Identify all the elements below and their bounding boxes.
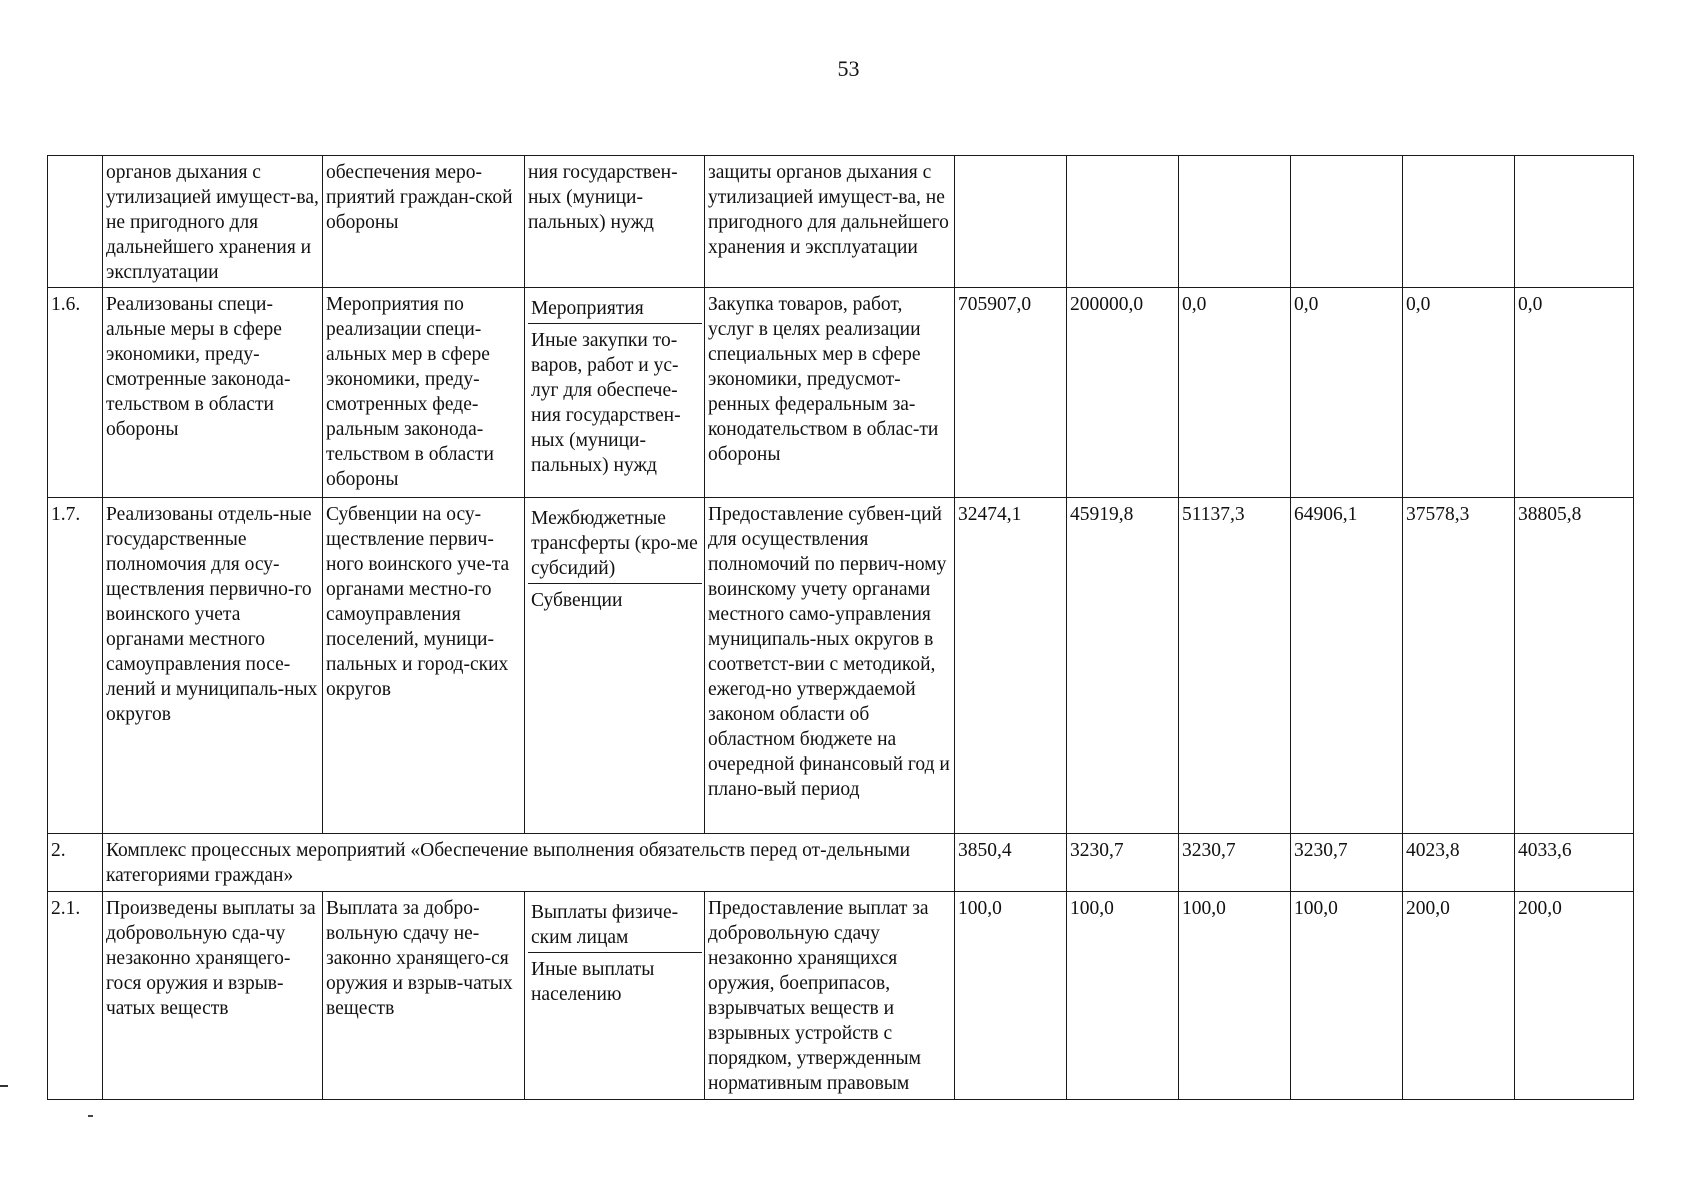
value-cell: 0,0 [1291,288,1403,498]
result-cell: Произведены выплаты за добровольную сда-чу незаконно хранящего-гося оружия и взрыв-чатых веществ [103,892,323,1100]
value-cell: 3850,4 [955,834,1067,892]
description-cell: Предоставление выплат за добровольную сдачу незаконно хранящихся оружия, боеприпасов, взрывчатых веществ и взрывных устройств с порядком, утвержденным нормативным правовым [705,892,955,1100]
value-cell: 37578,3 [1403,498,1515,834]
row-number [48,156,103,288]
value-cell: 3230,7 [1179,834,1291,892]
value-cell [1291,156,1403,288]
value-cell: 0,0 [1515,288,1634,498]
event-cell: обеспечения меро-приятий граждан-ской обороны [323,156,525,288]
value-cell: 3230,7 [1067,834,1179,892]
table-row [48,498,1634,834]
value-cell: 200000,0 [1067,288,1179,498]
value-cell [955,156,1067,288]
expense-type-cell [525,892,705,1100]
row-number: 2. [48,834,103,892]
expense-type-cell [525,498,705,834]
value-cell: 4023,8 [1403,834,1515,892]
expense-type-sub: Субвенции [531,590,623,611]
value-cell [1515,156,1634,288]
description-cell: Закупка товаров, работ, услуг в целях реализации специальных мер в сфере экономики, предусмот-ренных федеральным за-конодательством в облас-ти обороны [705,288,955,498]
value-cell: 100,0 [1291,892,1403,1100]
value-cell: 64906,1 [1291,498,1403,834]
expense-type-sub: Иные выплаты населению [531,959,655,1005]
expense-type-main: Межбюджетные трансферты (кро-ме субсидий) [528,502,702,584]
section-title: Комплекс процессных мероприятий «Обеспечение выполнения обязательств перед от-дельными категориями граждан» [103,834,955,892]
expense-type-main: Мероприятия [528,292,702,324]
value-cell: 200,0 [1403,892,1515,1100]
event-cell: Субвенции на осу-ществление первич-ного воинского уче-та органами местно-го самоуправления поселений, муници-пальных и город-ских округов [323,498,525,834]
budget-table [47,155,1634,1100]
expense-type-sub: Иные закупки то-варов, работ и ус-луг для обеспече-ния государствен-ных (муници-пальных) нужд [531,330,681,476]
result-cell: Реализованы специ-альные меры в сфере экономики, преду-смотренные законода-тельством в области обороны [103,288,323,498]
expense-type-cell: ния государствен-ных (муници-пальных) нужд [525,156,705,288]
value-cell: 100,0 [955,892,1067,1100]
value-cell [1067,156,1179,288]
table-row [48,156,1634,288]
value-cell: 38805,8 [1515,498,1634,834]
table-row [48,288,1634,498]
description-cell: защиты органов дыхания с утилизацией имущест-ва, не пригодного для дальнейшего хранения и эксплуатации [705,156,955,288]
value-cell [1403,156,1515,288]
event-cell: Выплата за добро-вольную сдачу не-законно хранящего-ся оружия и взрыв-чатых веществ [323,892,525,1100]
scan-mark [0,1085,8,1087]
row-number: 1.7. [48,498,103,834]
expense-type-cell [525,288,705,498]
value-cell: 32474,1 [955,498,1067,834]
value-cell: 100,0 [1179,892,1291,1100]
table-row [48,834,1634,892]
table-row [48,892,1634,1100]
value-cell: 4033,6 [1515,834,1634,892]
value-cell: 200,0 [1515,892,1634,1100]
description-cell: Предоставление субвен-ций для осуществления полномочий по первич-ному воинскому учету органами местного само-управления муниципаль-ных округов в соответст-вии с методикой, ежегод-но утверждаемой законом области об областном бюджете на очередной финансовый год и плано-вый период [705,498,955,834]
value-cell: 51137,3 [1179,498,1291,834]
value-cell: 0,0 [1179,288,1291,498]
page-number: 53 [837,56,860,81]
scan-mark [88,1115,93,1117]
value-cell [1179,156,1291,288]
value-cell: 0,0 [1403,288,1515,498]
result-cell: органов дыхания с утилизацией имущест-ва, не пригодного для дальнейшего хранения и эксплуатации [103,156,323,288]
value-cell: 705907,0 [955,288,1067,498]
value-cell: 45919,8 [1067,498,1179,834]
expense-type-main: Выплаты физиче-ским лицам [528,896,702,953]
value-cell: 100,0 [1067,892,1179,1100]
result-cell: Реализованы отдель-ные государственные полномочия для осу-ществления первично-го воинского учета органами местного самоуправления посе-лений и муниципаль-ных округов [103,498,323,834]
row-number: 1.6. [48,288,103,498]
value-cell: 3230,7 [1291,834,1403,892]
event-cell: Мероприятия по реализации специ-альных мер в сфере экономики, преду-смотренных феде-ральным законода-тельством в области обороны [323,288,525,498]
row-number: 2.1. [48,892,103,1100]
